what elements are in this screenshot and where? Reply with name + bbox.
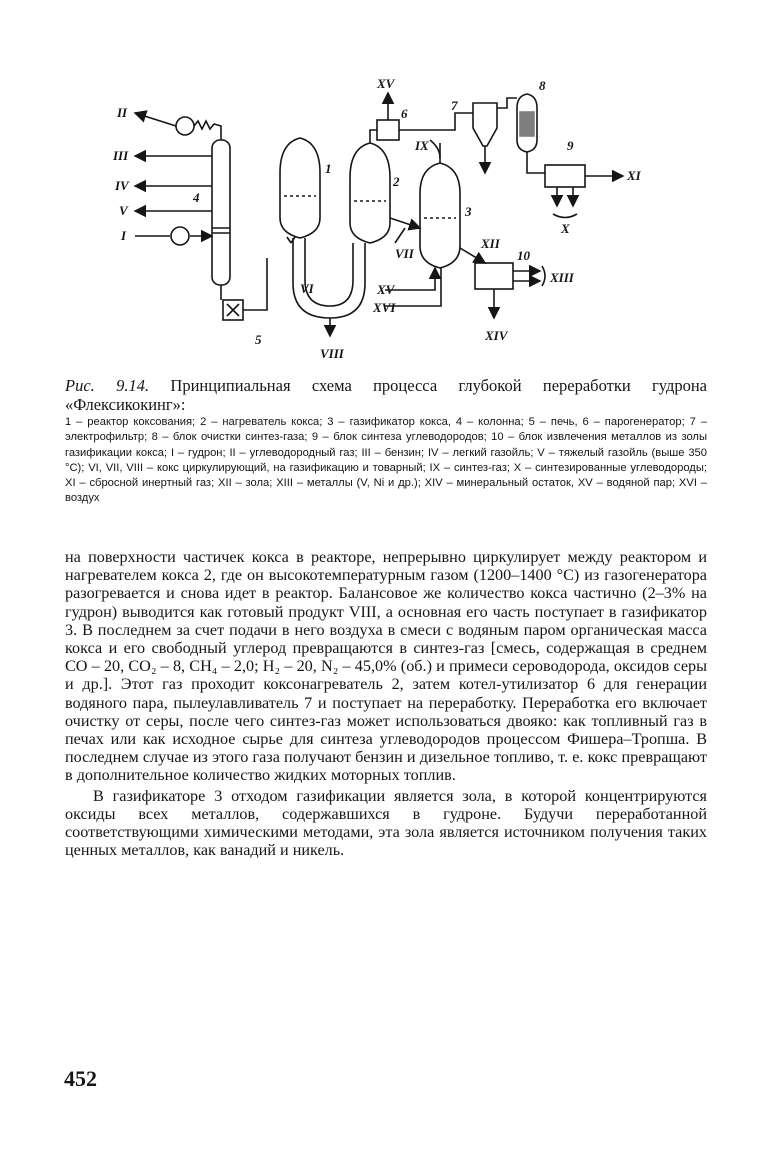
label-XVI: XVI bbox=[373, 300, 396, 315]
metal-extraction-block-10 bbox=[475, 263, 513, 289]
steam-generator-6 bbox=[377, 120, 399, 140]
gasifier-3 bbox=[420, 163, 460, 268]
label-7: 7 bbox=[451, 98, 458, 113]
label-X: X bbox=[561, 221, 570, 236]
page-number: 452 bbox=[64, 1066, 97, 1091]
paragraph-1: на поверхности частичек кокса в реакторе, непрерывно циркулирует между реактором и нагревателем кокса 2, где он высокотемпературным газом (1200–1400 °С) из газогенератора разогревается и снова идет в реактор. Балансовое же количество кокса частично (2–3% на гудрон) выводится как готовый продукт VIII, а основная его часть поступает в газификатор 3. В последнем за счет подачи в него воздуха в смеси с водяным паром органическая масса кокса и его свободный углерод превращаются в синтез-газ [смесь, содержащая в среднем СО – 20, СО₂ – 8, СН₄ – 2,0; Н₂ – 20, N₂ – 45,0% (об.) и примеси сероводорода, оксидов серы и др.]. Этот газ проходит коксонагреватель 2, затем котел-утилизатор 6 для генерации водяного пара, пылеулавливатель 7 и поступает на переработку. Переработка его включает очистку от серы, после чего синтез-газ может использоваться двояко: как топливный газ в печах или как исходное сырье для синтеза углеводородов процессом Фишера–Тропша. В последнем случае из этого газа получают бензин и дизельное топливо, т. е. кокс превращают в дополнительное количество жидких моторных топлив. bbox=[65, 548, 707, 785]
label-8: 8 bbox=[539, 78, 546, 93]
label-4: 4 bbox=[193, 190, 200, 205]
figure-legend: 1 – реактор коксования; 2 – нагреватель кокса; 3 – газификатор кокса, 4 – колонна; 5 – печь, 6 – парогенератор; 7 – электрофильтр; 8 – блок очистки синтез-газа; 9 – блок синтеза углеводородов; 10 – блок извлечения металлов из золы газификации кокса; I – гудрон; II – углеводородный газ; III – бензин; IV – легкий газойль; V – тяжелый газойль (выше 350 °С); VI, VII, VIII – кокс циркулирующий, на газификацию и товарный; IX – синтез-газ; X – синтезированные углеводороды; XI – сбросной инертный газ; XII – зола; XIII – металлы (V, Ni и др.); XIV – минеральный остаток, XV – водяной пар; XVI – воздух bbox=[65, 416, 707, 505]
label-XV: XV bbox=[377, 76, 395, 91]
label-III: III bbox=[113, 148, 129, 163]
label-1: 1 bbox=[325, 161, 332, 176]
figure-number: Рис. 9.14. bbox=[65, 376, 150, 395]
label-VI: VI bbox=[300, 281, 314, 296]
label-VII: VII bbox=[395, 246, 414, 261]
label-II: II bbox=[117, 105, 128, 120]
label-10: 10 bbox=[517, 248, 530, 263]
label-IX: IX bbox=[415, 138, 429, 153]
label-6: 6 bbox=[401, 106, 408, 121]
label-XII: XII bbox=[481, 236, 500, 251]
label-XV-in: XV bbox=[377, 282, 395, 297]
label-3: 3 bbox=[465, 204, 472, 219]
label-9: 9 bbox=[567, 138, 574, 153]
label-XI: XI bbox=[627, 168, 641, 183]
label-IV: IV bbox=[115, 178, 129, 193]
process-flow-diagram bbox=[95, 68, 655, 368]
figure-caption bbox=[65, 376, 707, 414]
synthesis-block-9 bbox=[545, 165, 585, 187]
label-XIII: XIII bbox=[550, 270, 574, 285]
label-V: V bbox=[119, 203, 128, 218]
heater-2 bbox=[350, 143, 390, 243]
label-XIV: XIV bbox=[485, 328, 508, 343]
label-5: 5 bbox=[255, 332, 262, 347]
label-2: 2 bbox=[393, 174, 400, 189]
label-VIII: VIII bbox=[320, 346, 344, 361]
label-I: I bbox=[121, 228, 127, 243]
electrofilter-7 bbox=[473, 103, 497, 146]
paragraph-2: В газификаторе 3 отходом газификации является зола, в которой концентрируются оксиды всех металлов, содержавшихся в гудроне. Будучи переработанной соответствующими химическими методами, эта зола является источником получения таких ценных металлов, как ванадий и никель. bbox=[65, 786, 707, 860]
column-4 bbox=[212, 140, 230, 285]
body-text bbox=[65, 548, 707, 859]
reactor-1 bbox=[280, 138, 320, 238]
figure-title: Принципиальная схема процесса глубокой переработки гудрона «Флексикокинг»: bbox=[65, 376, 708, 414]
